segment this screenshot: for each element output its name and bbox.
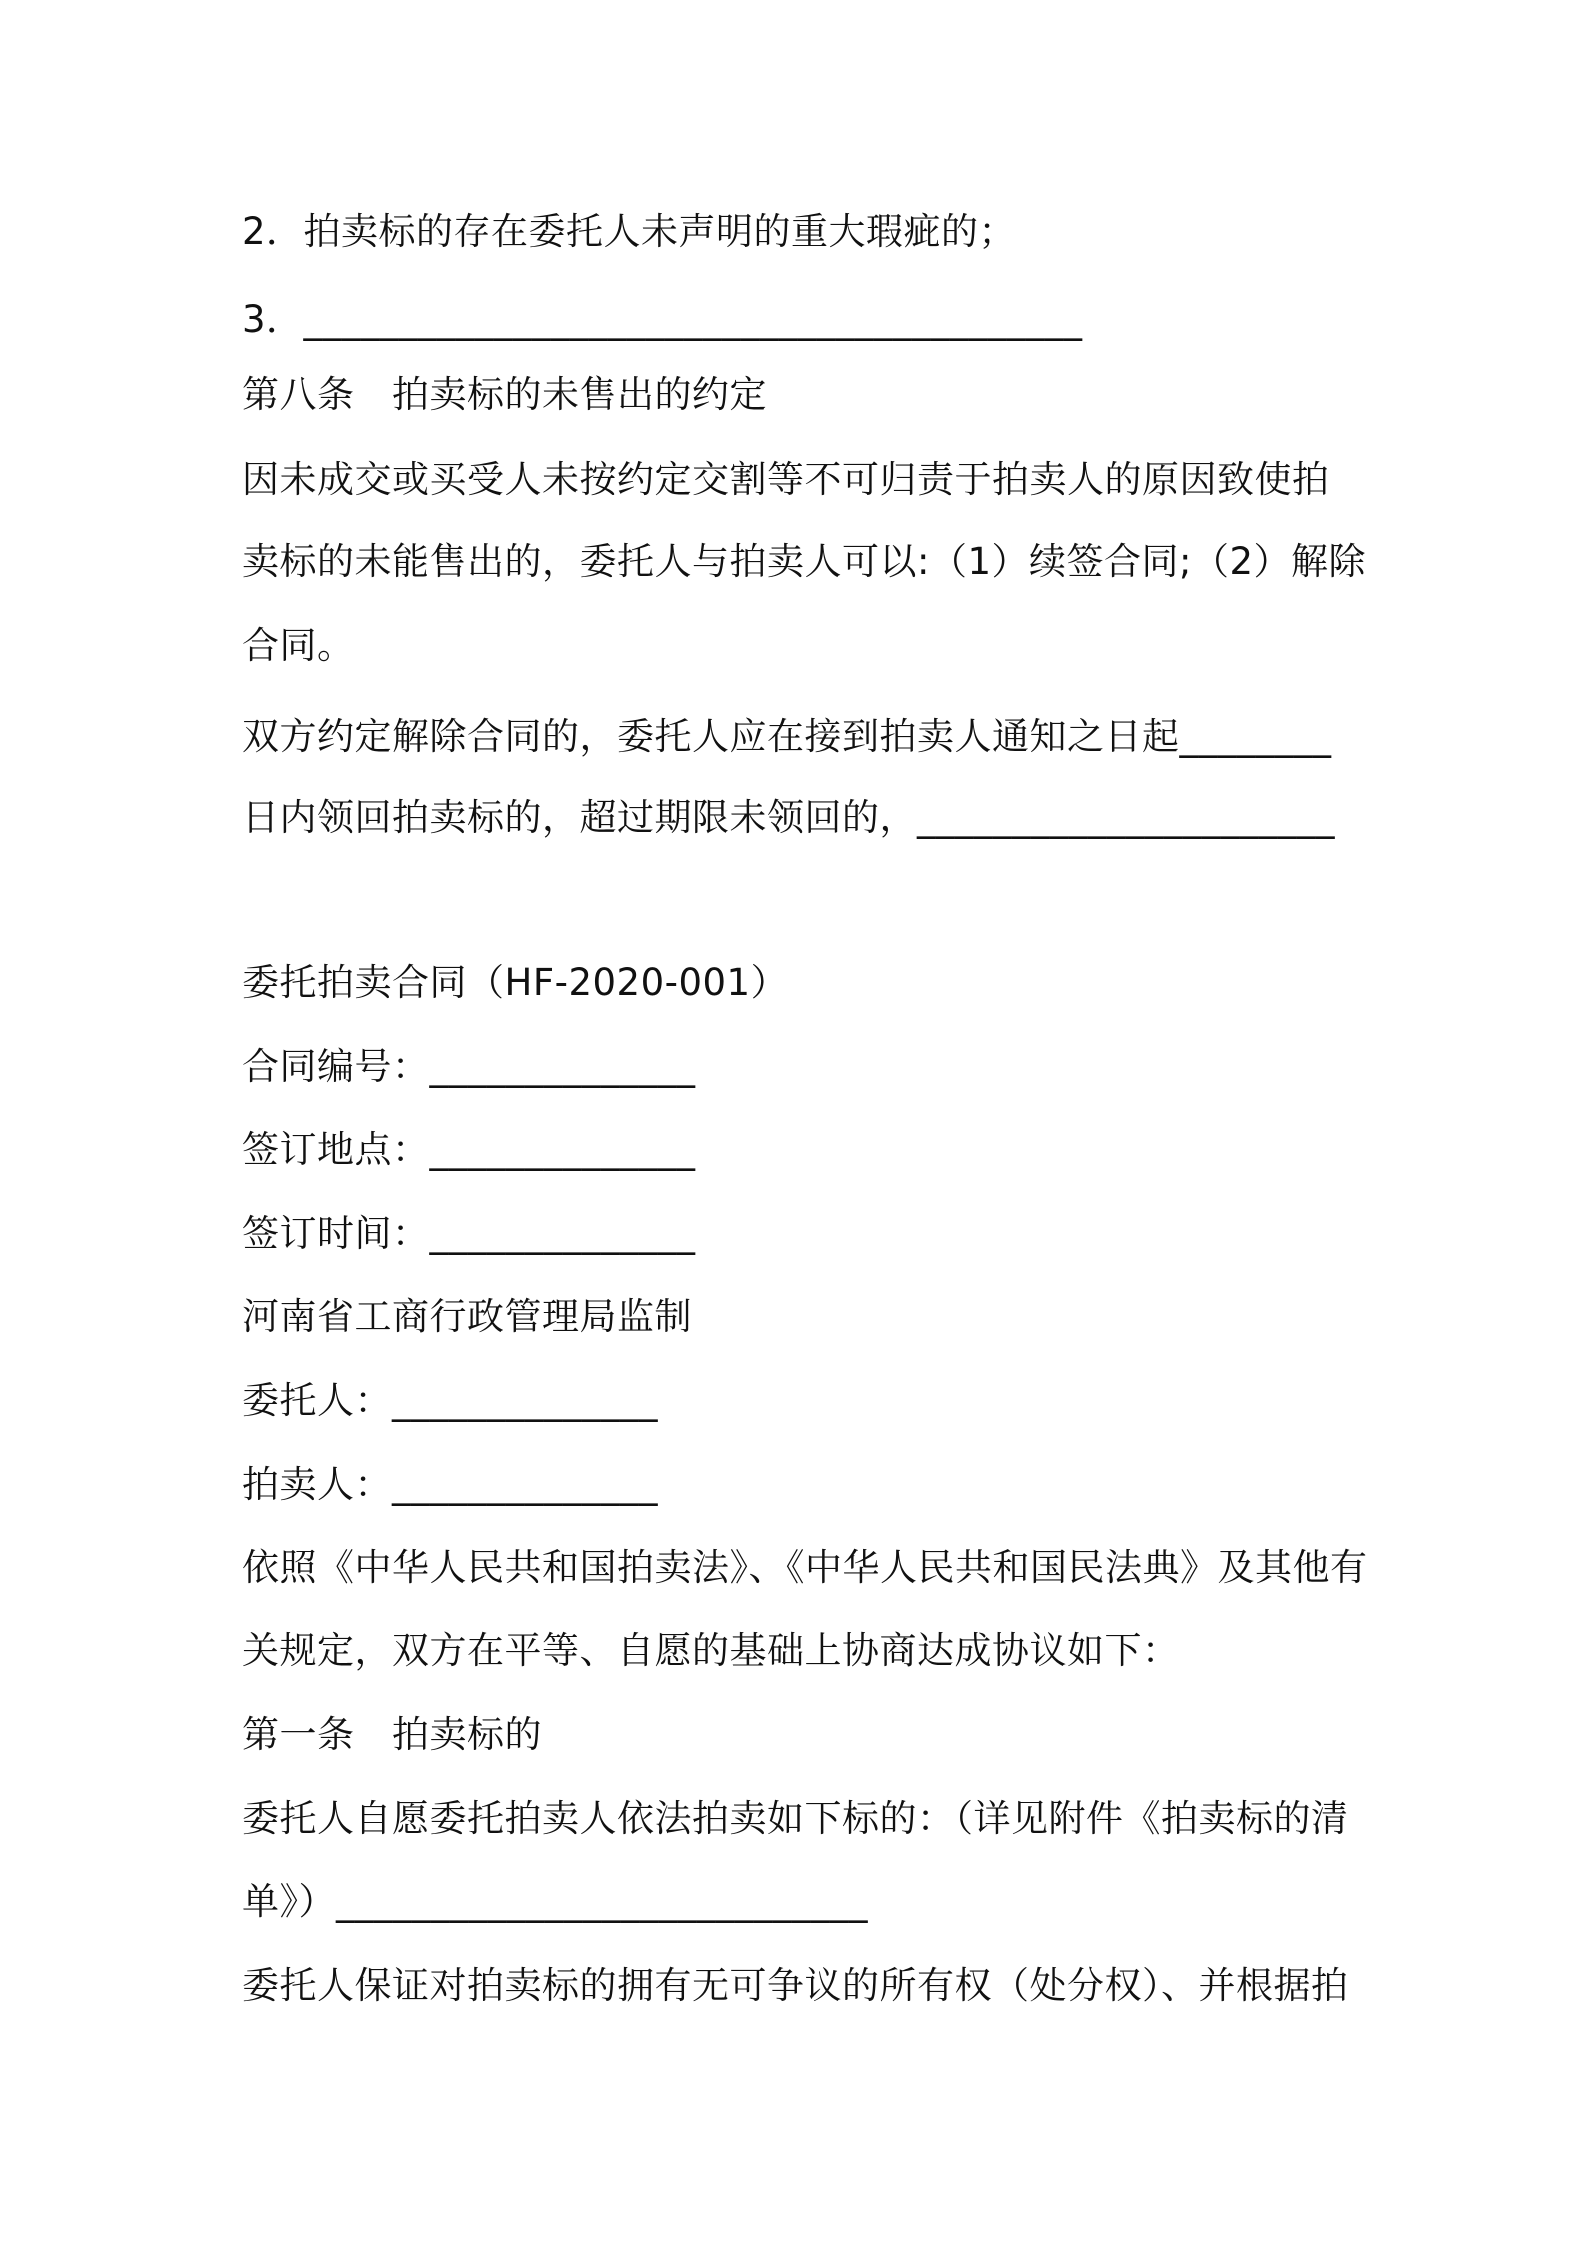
- contract-title: 委托拍卖合同（HF-2020-001）: [242, 961, 789, 1004]
- supervisor-line: 河南省工商行政管理局监制: [242, 1295, 692, 1338]
- signing-time-field: 签订时间：______________: [242, 1212, 696, 1255]
- clause-8-heading: 第八条 拍卖标的未售出的约定: [242, 373, 767, 416]
- clause-8-termination-line-1: 双方约定解除合同的，委托人应在接到拍卖人通知之日起________: [242, 715, 1332, 758]
- clause-7-item-2: 2．拍卖标的存在委托人未声明的重大瑕疵的；: [242, 210, 1017, 253]
- preamble-line-1: 依照《中华人民共和国拍卖法》、《中华人民共和国民法典》及其他有: [242, 1546, 1368, 1589]
- signing-place-field: 签订地点：______________: [242, 1128, 696, 1171]
- auctioneer-field: 拍卖人：______________: [242, 1463, 658, 1506]
- clause-8-paragraph-line-1: 因未成交或买受人未按约定交割等不可归责于拍卖人的原因致使拍: [242, 458, 1330, 501]
- clause-8-paragraph-line-3: 合同。: [242, 624, 355, 667]
- consignor-field: 委托人：______________: [242, 1379, 658, 1422]
- clause-8-termination-line-2: 日内领回拍卖标的，超过期限未领回的，______________________: [242, 796, 1335, 839]
- clause-1-guarantee-line-1: 委托人保证对拍卖标的拥有无可争议的所有权（处分权）、并根据拍: [242, 1964, 1349, 2007]
- contract-number-field: 合同编号：______________: [242, 1045, 696, 1088]
- clause-1-heading: 第一条 拍卖标的: [242, 1713, 542, 1756]
- clause-7-item-3: 3．_________________________________________: [242, 298, 1083, 341]
- clause-1-paragraph-line-1: 委托人自愿委托拍卖人依法拍卖如下标的：（详见附件《拍卖标的清: [242, 1797, 1349, 1840]
- clause-1-paragraph-line-2: 单》）____________________________: [242, 1880, 868, 1923]
- preamble-line-2: 关规定，双方在平等、自愿的基础上协商达成协议如下：: [242, 1629, 1180, 1672]
- clause-8-paragraph-line-2: 卖标的未能售出的，委托人与拍卖人可以:（1）续签合同;（2）解除: [242, 540, 1367, 583]
